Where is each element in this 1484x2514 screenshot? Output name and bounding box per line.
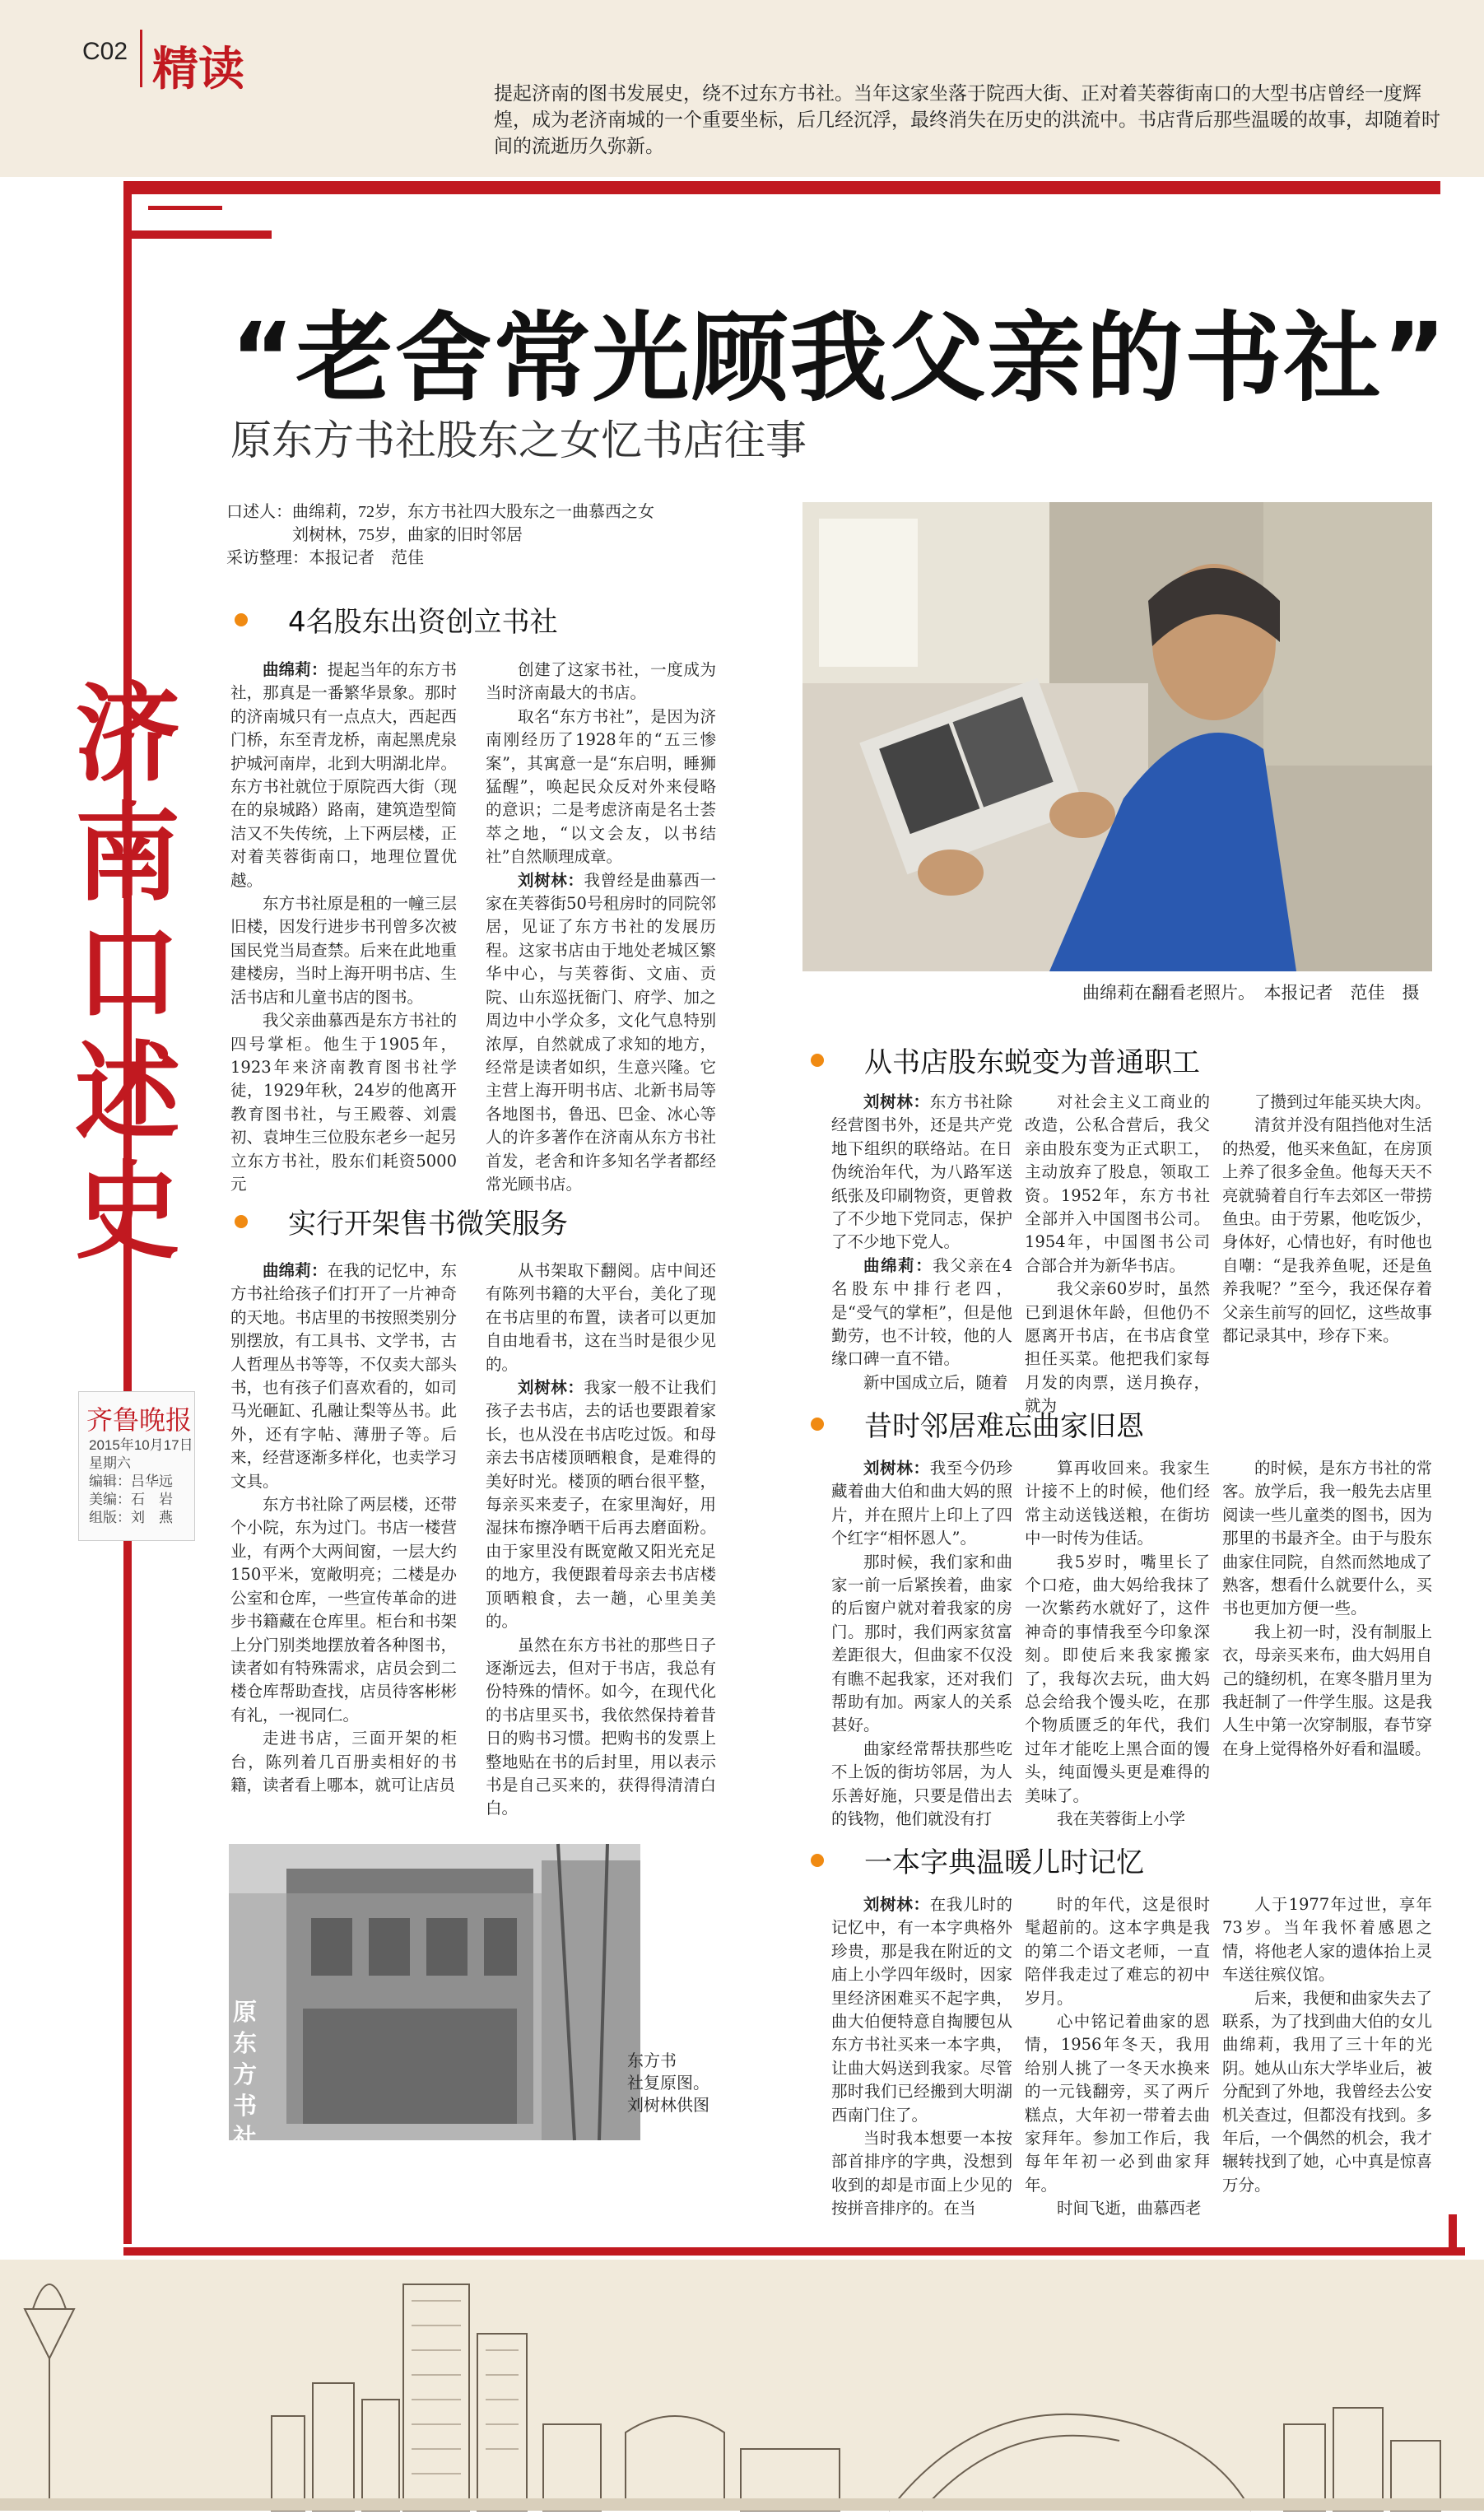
paragraph: 刘树林：我家一般不让我们孩子去书店，去的话也要跟着家长，也从没在书店吃过饭。和母亲去书店楼顶晒粮食，是难得的美好时光。楼顶的晒台很平整，每亲买来麦子，在家里淘好，用湿抹布擦净晒干后再去磨面粉。由于家里没有既宽敞又阳光充足的地方，我便跟着母亲去书店楼顶晒粮食，去一趟，心里美美的。: [486, 1378, 716, 1632]
paragraph: 我父亲曲慕西是东方书社的四号掌柜。他生于1905年，1923年来济南教育图书社学徒，1929年秋，24岁的他离开教育图书社，与王殿蓉、刘震初、袁坤生三位股东老乡一起另立东方书社，股东们耗资5000元: [230, 1011, 457, 1194]
photo-caption-main: 曲绵莉在翻看老照片。 本报记者 范佳 摄: [1082, 983, 1420, 1003]
section-name: 精读: [152, 42, 244, 96]
paragraph: 算再收回来。我家生计接不上的时候，他们经常主动送钱送粮，在街坊中一时传为佳话。: [1025, 1459, 1210, 1548]
paragraph: 东方书社除了两层楼，还带个小院，东为过门。书店一楼营业，有两个大两间窗，一层大约150平米，宽敞明亮；二楼是办公室和仓库，一些宣传革命的进步书籍藏在仓库里。柜台和书架上分门别类地摆放着各种图书，读者如有特殊需求，店员会到二楼仓库帮助查找，店员待客彬彬有礼，一视同仁。: [230, 1495, 457, 1725]
section-2-col2: [486, 1259, 716, 1827]
page-code: C02: [82, 38, 128, 65]
section-4-col3: [1222, 1457, 1432, 1815]
paragraph: 了攒到过年能买块大肉。: [1254, 1092, 1431, 1111]
paragraph: 我5岁时，嘴里长了个口疮，曲大妈给我抹了一次紫药水就好了，这件神奇的事情我至今印象深刻。即使后来我家搬家了，我每次去玩，曲大妈总会给我个馒头吃，在那个物质匮乏的年代，我们过年才能吃上黑合面的馒头，纯面馒头更是难得的美味了。: [1025, 1552, 1210, 1805]
section-4-title: 昔时邻居难忘曲家旧恩: [864, 1410, 1144, 1443]
paragraph: 刘树林：我曾经是曲慕西一家在芙蓉街50号租房时的同院邻居，见证了东方书社的发展历程。这家书店由于地处老城区繁华中心，与芙蓉街、文庙、贡院、山东巡抚衙门、府学、加之周边中小学众多，文化气息特别浓厚，自然就成了求知的地方，经常是读者如织，生意兴隆。它主营上海开明书店、北新书局等各地图书，鲁迅、巴金、冰心等人的许多著作在济南从东方书社首发，老舍和许多知名学者都经常光顾书店。: [486, 870, 716, 1194]
paragraph: 我在芙蓉街上小学: [1057, 1809, 1186, 1829]
section-5-title: 一本字典温暖儿时记忆: [864, 1846, 1144, 1879]
section-5-col3: [1222, 1893, 1432, 2235]
paragraph: 虽然在东方书社的那些日子逐渐远去，但对于书店，我总有份特殊的情怀。如今，在现代化的书店里买书，我依然保持着昔日的购书习惯。把购书的发票上整地贴在书的后封里，用以表示书是自己买来的，获得得清清白白。: [486, 1635, 716, 1818]
section-5-col2: [1025, 1893, 1210, 2235]
paragraph: 后来，我便和曲家失去了联系，为了找到曲大伯的女儿曲绵莉，我用了三十年的光阴。她从山东大学毕业后，被分配到了外地，我曾经去公安机关查过，但都没有找到。多年后，一个偶然的机会，我才辗转找到了她，心中真是惊喜万分。: [1222, 1988, 1432, 2195]
paragraph: 那时候，我们家和曲家一前一后紧挨着，曲家的后窗户就对着我家的房门。那时，我们两家贫富差距很大，但曲家不仅没有瞧不起我家，还对我们帮助有加。两家人的关系甚好。: [831, 1552, 1012, 1735]
paragraph: 创建了这家书社，一度成为当时济南最大的书店。: [486, 660, 716, 703]
section-5-col1: [831, 1893, 1012, 2235]
paragraph: 刘树林：在我儿时的记忆中，有一本字典格外珍贵，那是我在附近的文庙上小学四年级时，因家里经济困难买不起字典，曲大伯便特意自掏腰包从东方书社买来一本字典，让曲大妈送到我家。尽管那时我们已经搬到大明湖西南门住了。: [831, 1895, 1012, 2125]
section-3-col1: [831, 1091, 1012, 1391]
bullet-icon: [811, 1054, 824, 1067]
photo-caption-store: 东方书 社复原图。 刘树林供图: [627, 2051, 709, 2115]
paragraph: 我上初一时，没有制服上衣，母亲买来布，曲大妈用自己的缝纫机，在寒冬腊月里为我赶制了一件学生服。这是我人生中第一次穿制服，春节穿在身上觉得格外好看和温暖。: [1222, 1622, 1432, 1758]
section-1-col2: [486, 659, 716, 1194]
column-stamp: 济南口述史: [74, 673, 180, 1273]
section-2-col1: [230, 1259, 457, 1827]
paragraph: 曲家经常帮扶那些吃不上饭的街坊邻居，为人乐善好施，只要是借出去的钱物，他们就没有打: [831, 1739, 1012, 1829]
fret-corner-left-inner: [148, 206, 222, 210]
page-code-divider: [140, 30, 142, 87]
paragraph: 曲绵莉：我父亲在4名股东中排行老四，是“受气的掌柜”，但是他勤劳，也不计较，他的人缘口碑一直不错。: [831, 1255, 1012, 1369]
paragraph: 时间飞逝，曲慕西老: [1057, 2199, 1202, 2218]
edition-info: 2015年10月17日 星期六 编辑：吕华远 美编：石 岩 组版：刘 燕: [89, 1437, 193, 1525]
paragraph: 人于1977年过世，享年73岁。当年我怀着感恩之情，将他老人家的遗体抬上灵车送往殡仪馆。: [1222, 1895, 1432, 1985]
section-4-col2: [1025, 1457, 1210, 1829]
fret-border-top: [123, 181, 1440, 194]
section-3-col2: [1025, 1091, 1210, 1416]
subheadline: 原东方书社股东之女忆书店往事: [230, 417, 807, 464]
bullet-icon: [235, 1215, 248, 1228]
paragraph: 时的年代，这是很时髦超前的。这本字典是我的第二个语文老师，一直陪伴我走过了难忘的初中岁月。: [1025, 1895, 1210, 2008]
paragraph: 曲绵莉：提起当年的东方书社，那真是一番繁华景象。那时的济南城只有一点点大，西起西门桥，东至青龙桥，南起黑虎泉护城河南岸，北到大明湖北岸。东方书社就位于原院西大街（现在的泉城路）路南，建筑造型简洁又不失传统，上下两层楼，正对着芙蓉街南口，地理位置优越。: [230, 660, 457, 890]
fret-border-bottom: [123, 2247, 1465, 2256]
section-3-title: 从书店股东蜕变为普通职工: [864, 1046, 1200, 1079]
fret-corner-left: [123, 181, 272, 239]
paragraph: 走进书店，三面开架的柜台，陈列着几百册卖相好的书籍，读者看上哪本，就可让店员: [230, 1729, 457, 1795]
bullet-icon: [811, 1854, 824, 1867]
paragraph: 刘树林：东方书社除经营图书外，还是共产党地下组织的联络站。在日伪统治年代，为八路军送纸张及印刷物资，更曾救了不少地下党同志，保护了不少地下党人。: [831, 1092, 1012, 1252]
paragraph: 新中国成立后，随着: [863, 1372, 1008, 1392]
paragraph: 的时候，是东方书社的常客。放学后，我一般先去店里阅读一些儿童类的图书，因为那里的书最齐全。由于与股东曲家住同院，自然而然地成了熟客，想看什么就要什么，买书也更加方便一些。: [1222, 1459, 1432, 1618]
newspaper-logo: 齐鲁晚报: [86, 1404, 193, 1436]
headline: “老舍常光顾我父亲的书社”: [230, 301, 1449, 415]
fret-corner-right: [1449, 2214, 1457, 2247]
photo-store-reconstruction: [229, 1844, 640, 2140]
byline-credits: 口述人：曲绵莉，72岁，东方书社四大股东之一曲慕西之女 刘树林，75岁，曲家的旧时邻居 采访整理：本报记者 范佳: [226, 503, 654, 567]
section-3-col3: [1222, 1091, 1432, 1391]
bullet-icon: [811, 1418, 824, 1431]
paragraph: 取名“东方书社”，是因为济南刚经历了1928年的“五三惨案”，其寓意一是“东启明，睡狮猛醒”，唤起民众反对外来侵略的意识；二是考虑济南是名士荟萃之地，“以文会友，以书结社”自然顺理成章。: [486, 706, 716, 867]
section-4-col1: [831, 1457, 1012, 1829]
intro-text: 提起济南的图书发展史，绕不过东方书社。当年这家坐落于院西大街、正对着芙蓉街南口的大型书店曾经一度辉煌，成为老济南城的一个重要坐标，后几经沉浮，最终消失在历史的洪流中。书店背后那些温暖的故事，却随着时间的流逝历久弥新。: [494, 83, 1440, 157]
section-2-title: 实行开架售书微笑服务: [288, 1208, 568, 1241]
city-skyline-illustration: [0, 2260, 1484, 2511]
section-1-col1: [230, 659, 457, 1194]
paragraph: 曲绵莉：在我的记忆中，东方书社给孩子们打开了一片神奇的天地。书店里的书按照类别分别摆放，有工具书、文学书，古人哲理丛书等等，不仅卖大部头书，也有孩子们喜欢看的，如司马光砸缸、孔融让梨等丛书。此外，还有字帖、薄册子等。后来，经营逐渐多样化，也卖学习文具。: [230, 1261, 457, 1491]
paragraph: 东方书社原是租的一幢三层旧楼，因发行进步书刊曾多次被国民党当局查禁。后来在此地重建楼房，当时上海开明书店、生活书店和儿童书店的图书。: [230, 894, 457, 1007]
photo-reading-old-photos: [802, 502, 1432, 971]
paragraph: 心中铭记着曲家的恩情，1956年冬天，我用给别人挑了一冬天水换来的一元钱翻旁，买了两斤糕点，大年初一带着去曲家拜年。参加工作后，我每年年初一必到曲家拜年。: [1025, 2012, 1210, 2195]
paragraph: 对社会主义工商业的改造，公私合营后，我父亲由股东变为正式职工，主动放弃了股息，领取工资。1952年，东方书社全部并入中国图书公司。1954年，中国图书公司合部合并为新华书店。: [1025, 1092, 1210, 1275]
paragraph: 清贫并没有阻挡他对生活的热爱，他买来鱼缸，在房顶上养了很多金鱼。他每天天不亮就骑着自行车去郊区一带捞鱼虫。由于劳累，他吃饭少，身体好，心情也好，有时他也自嘲：“是我养鱼呢，还是鱼养我呢？”至今，我还保存着父亲生前写的回忆，这些故事都记录其中，珍存下来。: [1222, 1115, 1432, 1346]
paragraph: 刘树林：我至今仍珍藏着曲大伯和曲大妈的照片，并在照片上印上了四个红字“相怀恩人”。: [831, 1459, 1012, 1548]
paragraph: 从书架取下翻阅。店中间还有陈列书籍的大平台，美化了现在书店里的布置，读者可以更加自由地看书，这在当时是很少见的。: [486, 1261, 716, 1374]
paragraph: 我父亲60岁时，虽然已到退休年龄，但他仍不愿离开书店，在书店食堂担任买菜。他把我们家每月发的肉票，送月换存，就为: [1025, 1279, 1210, 1416]
paragraph: 当时我本想要一本按部首排序的字典，没想到收到的却是市面上少见的按拼音排序的。在当: [831, 2129, 1012, 2218]
bullet-icon: [235, 613, 248, 626]
store-photo-label: 原东方书社: [233, 1998, 258, 2151]
section-1-title: 4名股东出资创立书社: [288, 606, 558, 639]
